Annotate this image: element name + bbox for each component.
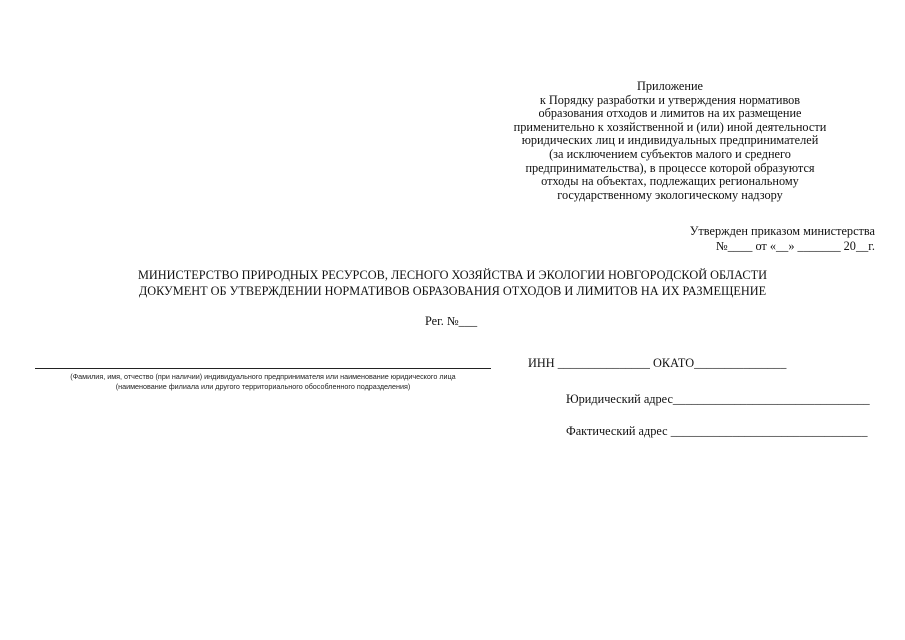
entity-name-caption: (Фамилия, имя, отчество (при наличии) индивидуального предпринимателя или наименование юридического лица [70, 372, 456, 381]
approval-line-1: Утвержден приказом министерства [689, 224, 875, 238]
annex-line: применительно к хозяйственной и (или) иной деятельности [513, 119, 827, 134]
document-title: ДОКУМЕНТ ОБ УТВЕРЖДЕНИИ НОРМАТИВОВ ОБРАЗОВАНИЯ ОТХОДОВ И ЛИМИТОВ НА ИХ РАЗМЕЩЕНИЕ [138, 284, 767, 298]
annex-header [505, 80, 835, 202]
inn-okato-field: ИНН _______________ ОКАТО_______________ [528, 356, 787, 370]
annex-line: к Порядку разработки и утверждения нормативов [539, 92, 801, 107]
approval-line-2: №____ от «__» _______ 20__г. [716, 239, 875, 253]
actual-address-field: Фактический адрес ________________________________ [566, 424, 868, 438]
annex-line: (за исключением субъектов малого и среднего [549, 146, 791, 161]
ministry-title: МИНИСТЕРСТВО ПРИРОДНЫХ РЕСУРСОВ, ЛЕСНОГО ХОЗЯЙСТВА И ЭКОЛОГИИ НОВГОРОДСКОЙ ОБЛАСТИ [137, 268, 768, 282]
entity-name-line [35, 368, 491, 369]
annex-line: юридических лиц и индивидуальных предпринимателей [521, 133, 819, 148]
legal-address-field: Юридический адрес________________________________ [566, 392, 870, 406]
annex-line: образования отходов и лимитов на их размещение [538, 106, 802, 121]
branch-name-caption: (наименование филиала или другого территориального обособленного подразделения) [115, 382, 411, 391]
reg-number: Рег. №___ [425, 314, 478, 328]
approval-block [690, 224, 875, 254]
annex-line: Приложение [637, 79, 703, 93]
annex-line: отходы на объектах, подлежащих региональному [541, 174, 799, 189]
annex-line: предпринимательства), в процессе которой образуются [525, 160, 815, 175]
annex-line: государственному экологическому надзору [557, 187, 783, 202]
